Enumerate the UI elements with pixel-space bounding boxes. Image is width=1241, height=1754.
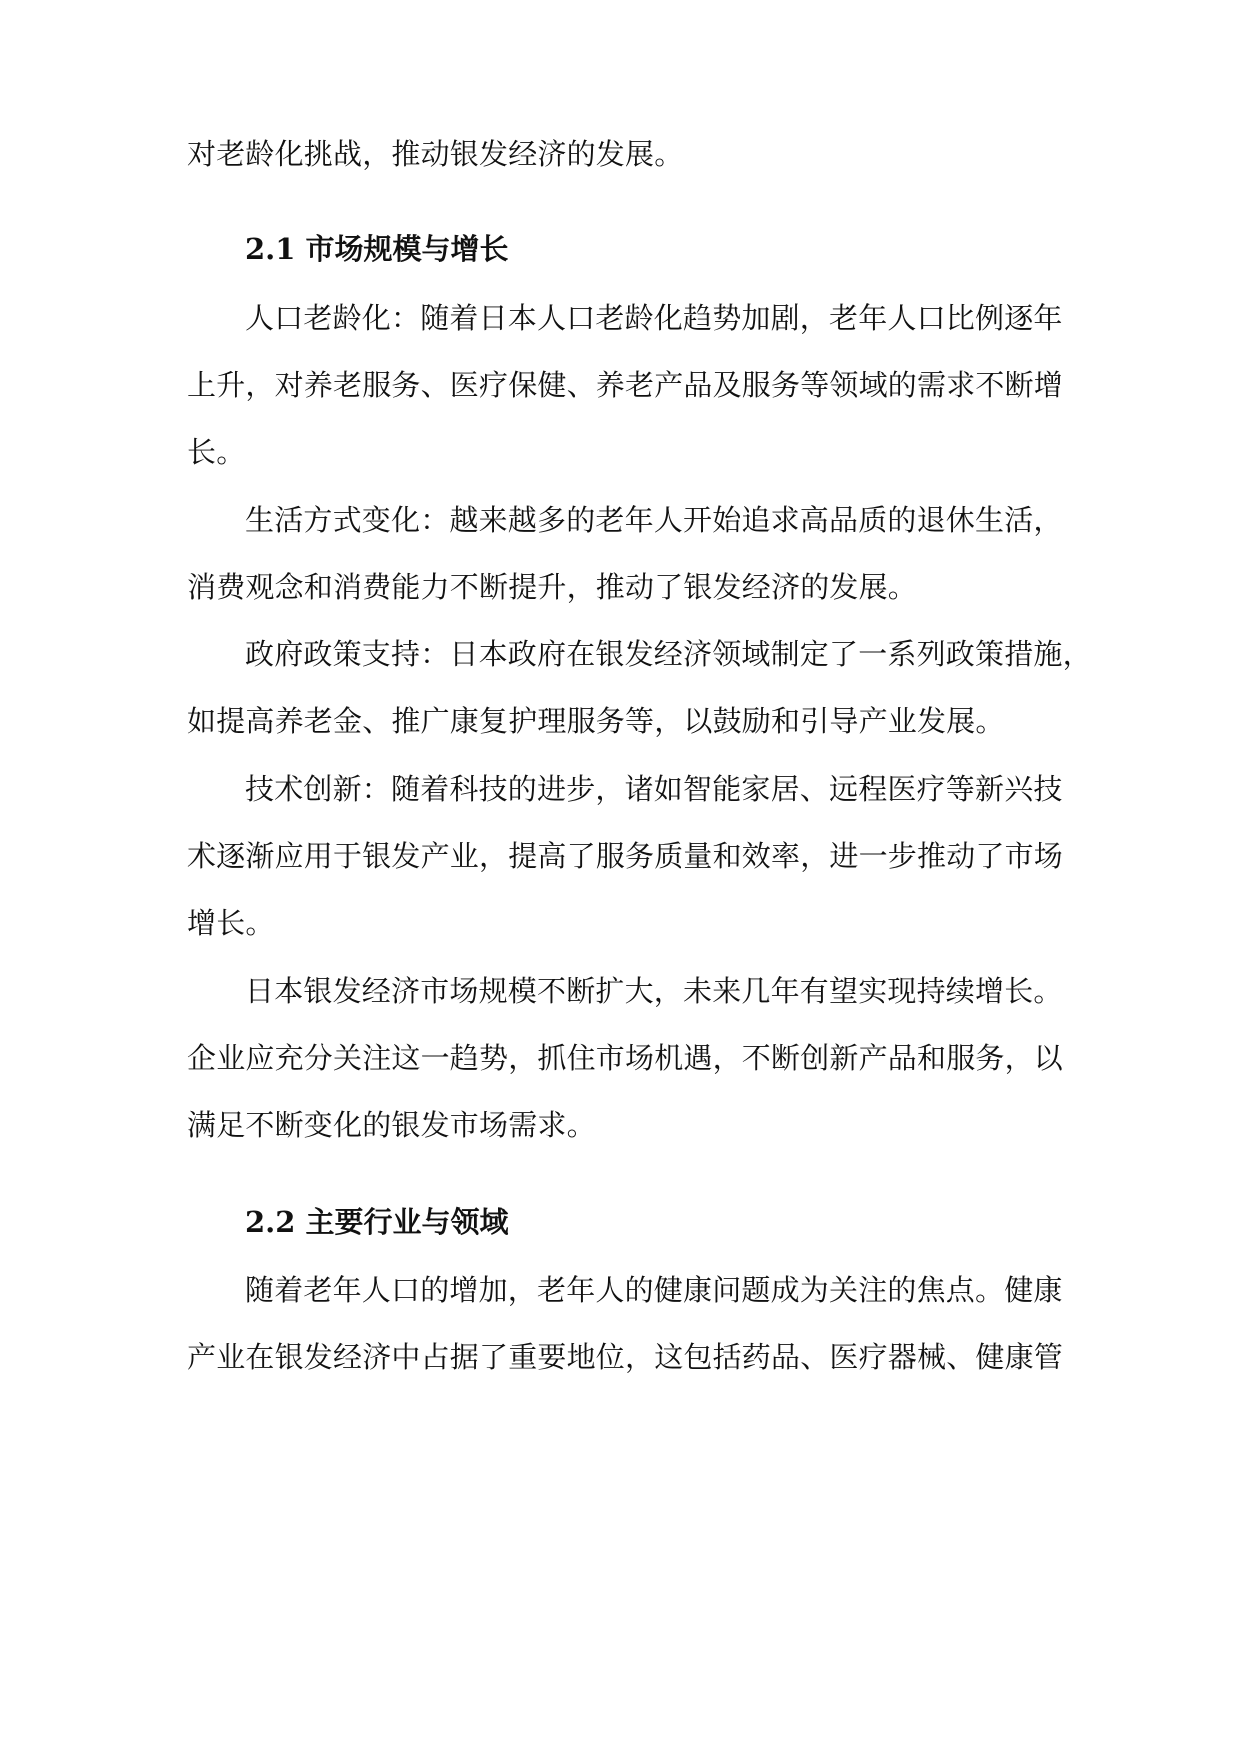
paragraph-line: 消费观念和消费能力不断提升，推动了银发经济的发展。	[187, 570, 918, 604]
paragraph-line: 政府政策支持：日本政府在银发经济领域制定了一系列政策措施，	[245, 637, 1092, 671]
section-heading-2-2: 2.2 主要行业与领域	[245, 1205, 509, 1239]
paragraph-line: 技术创新：随着科技的进步，诸如智能家居、远程医疗等新兴技	[245, 772, 1063, 806]
paragraph-line: 如提高养老金、推广康复护理服务等，以鼓励和引导产业发展。	[187, 704, 1005, 738]
paragraph-line: 企业应充分关注这一趋势，抓住市场机遇，不断创新产品和服务，以	[187, 1041, 1064, 1075]
paragraph-line: 长。	[187, 435, 246, 469]
paragraph-line: 产业在银发经济中占据了重要地位，这包括药品、医疗器械、健康管	[187, 1340, 1064, 1374]
paragraph-line: 满足不断变化的银发市场需求。	[187, 1108, 596, 1142]
section-heading-2-1: 2.1 市场规模与增长	[245, 232, 509, 266]
paragraph-line: 日本银发经济市场规模不断扩大，未来几年有望实现持续增长。	[245, 974, 1063, 1008]
paragraph-line: 术逐渐应用于银发产业，提高了服务质量和效率，进一步推动了市场	[187, 839, 1064, 873]
paragraph-line: 人口老龄化：随着日本人口老龄化趋势加剧，老年人口比例逐年	[245, 301, 1063, 335]
paragraph-line: 上升，对养老服务、医疗保健、养老产品及服务等领域的需求不断增	[187, 368, 1064, 402]
paragraph-line: 增长。	[187, 906, 275, 940]
paragraph-line: 随着老年人口的增加，老年人的健康问题成为关注的焦点。健康	[245, 1273, 1063, 1307]
paragraph-line: 生活方式变化：越来越多的老年人开始追求高品质的退休生活，	[245, 503, 1063, 537]
paragraph-continuation: 对老龄化挑战，推动银发经济的发展。	[187, 137, 684, 171]
